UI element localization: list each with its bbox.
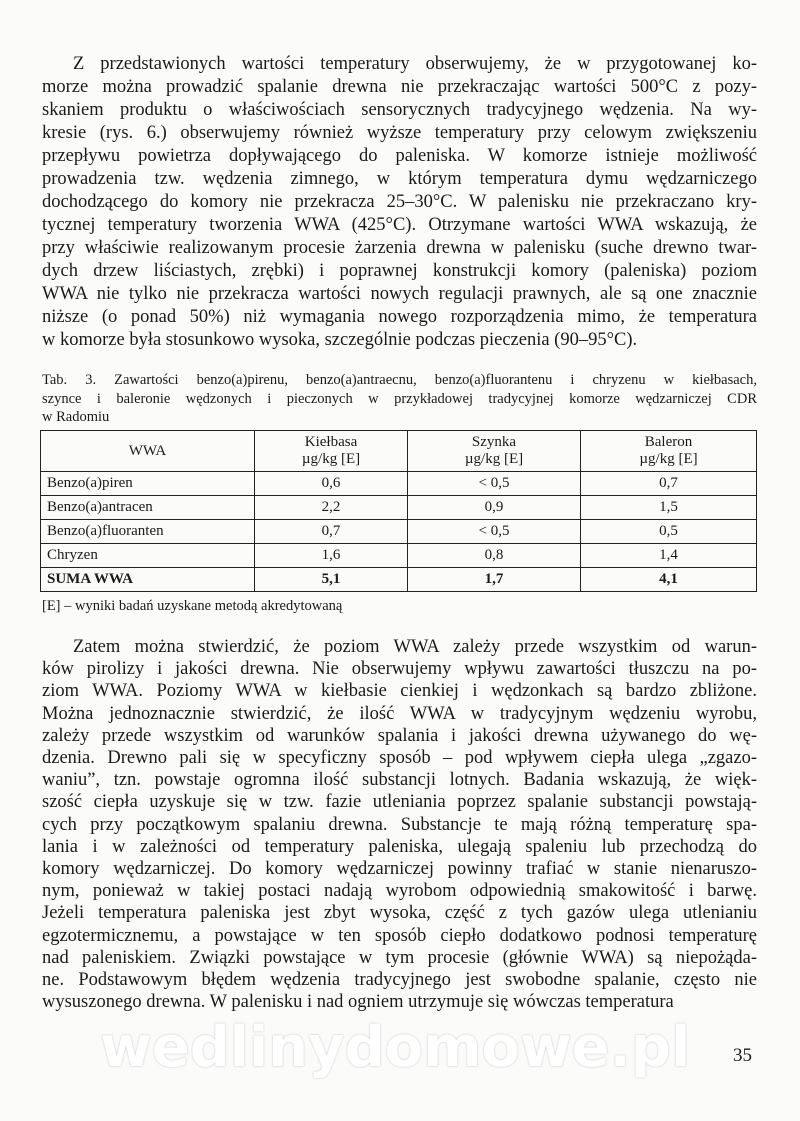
text-line: Jeżeli temperatura paleniska jest zbyt wysoka, część z tych gazów ulega utlenianiu [42,903,757,924]
text-line: Można jednoznacznie stwierdzić, że ilość WWA w tradycyjnym wędzeniu wyrobu, [42,703,757,724]
text-line: dych drzew liściastych, zrębki) i poprawnej konstrukcji komory (paleniska) poziom [42,261,757,281]
value-cell: 1,4 [581,544,757,568]
text-line: w komorze była stosunkowo wysoka, szczególnie podczas pieczenia (90–95°C). [42,330,638,350]
header-label: Szynka [471,434,517,450]
text-line: zależy przede wszystkim od warunków spalania i jakości drewna używanego do wę- [42,725,757,746]
text-line: szość ciepła uzyskuje się w tzw. fazie utleniania poprzez spalanie substancji powstają- [42,792,757,813]
header-szynka [408,431,581,472]
text-line: tycznej temperatury tworzenia WWA (425°C). Otrzymane wartości WWA wskazują, że [42,215,757,235]
header-unit: µg/kg [E] [639,451,698,467]
text-line: dzenia. Drewno pali się w specyficzny sposób – pod wpływem ciepła ulega „zgazo- [42,748,757,769]
table-row [41,520,757,544]
text-line: dochodzącego do komory nie przekracza 25–30°C. W palenisku nie przekraczano kry- [42,192,757,212]
header-label: Kiełbasa [304,434,358,450]
text-line: komory wędzarniczej. Do komory wędzarniczej powinny trafiać w stanie nienaruszo- [42,859,757,880]
value-cell: 0,6 [255,472,408,496]
text-line: lania i w zależności od temperatury paleniska, ulegają spaleniu lub przechodzą do [42,836,757,857]
table-row [41,544,757,568]
value-cell: 1,5 [581,496,757,520]
table-sum-row [41,568,757,592]
header-unit: µg/kg [E] [301,451,361,467]
value-cell: 0,5 [581,520,757,544]
value-cell: 1,7 [408,568,581,592]
table-caption [42,371,757,427]
text-line: przy właściwie realizowanym procesie żarzenia drewna w palenisku (suche drewno twar- [42,238,757,258]
text-line: Z przedstawionych wartości temperatury obserwujemy, że w przygotowanej ko- [73,54,757,74]
text-line: cych przy początkowym spalaniu drewna. Substancje te mają różną temperaturę spa- [42,814,757,835]
value-cell: 4,1 [581,568,757,592]
text-line: w Radomiu [42,409,110,425]
header-wwa [41,431,255,472]
value-cell: 1,6 [255,544,408,568]
table-footnote: [E] – wyniki badań uzyskane metodą akredytowaną [42,598,343,614]
text-line: prowadzenia tzw. wędzenia zimnego, w którym temperatura dymu wędzarniczego [42,169,757,189]
text-line: waniu”, tzn. powstaje ogromna ilość substancji lotnych. Badania wskazują, że więk- [42,770,757,791]
header-unit: µg/kg [E] [464,451,524,467]
compound-name-cell: Benzo(a)fluoranten [41,520,255,544]
wwa-table [40,430,757,592]
page-number: 35 [733,1045,752,1066]
table-row [41,472,757,496]
text-line: WWA nie tylko nie przekracza wartości nowych regulacji prawnych, ale są one znacznie [42,284,757,304]
value-cell: 0,9 [408,496,581,520]
value-cell: < 0,5 [408,520,581,544]
text-line: ków pirolizy i jakości drewna. Nie obserwujemy wpływu zawartości tłuszczu na po- [42,659,757,680]
value-cell: 0,7 [581,472,757,496]
text-line: szynce i baleronie wędzonych i pieczonych w przykładowej tradycyjnej komorze wędzarniczej CDR [42,390,757,407]
value-cell: 0,7 [255,520,408,544]
text-line: nad paleniskiem. Związki powstające w tym procesie (głównie WWA) są niepożąda- [42,947,757,968]
value-cell: < 0,5 [408,472,581,496]
compound-name-cell: Benzo(a)piren [41,472,255,496]
table-header-row [41,431,757,472]
site-watermark: wedlinydomowe.pl [100,1015,691,1080]
value-cell: 0,8 [408,544,581,568]
value-cell: 5,1 [255,568,408,592]
text-line: ziom WWA. Poziomy WWA w kiełbasie cienkiej i wędzonkach są bardzo zbliżone. [42,681,757,702]
text-line: niższe (o ponad 50%) niż wymagania nowego rozporządzenia mimo, że temperatura [42,307,757,327]
header-label: WWA [128,442,167,459]
text-line: nym, ponieważ w takiej postaci nadają wyrobom odpowiednią smakowitość i barwę. [42,881,757,902]
text-line: kresie (rys. 6.) obserwujemy również wyższe temperatury przy celowym zwiększeniu [42,123,757,143]
text-line: morze można prowadzić spalanie drewna nie przekraczając wartości 500°C z pozy- [42,77,757,97]
paragraph-1 [42,53,757,352]
table-row [41,496,757,520]
text-line: wysuszonego drewna. W palenisku i nad ogniem utrzymuje się wówczas temperatura [42,992,674,1013]
text-line: przepływu powietrza dopływającego do paleniska. W komorze istnieje możliwość [42,146,757,166]
value-cell: 2,2 [255,496,408,520]
paragraph-2 [42,636,757,1013]
text-line: Tab. 3. Zawartości benzo(a)pirenu, benzo(a)antraecnu, benzo(a)fluorantenu i chryzenu w kiełbasach, [42,372,757,388]
compound-name-cell: SUMA WWA [41,568,255,592]
text-line: Zatem można stwierdzić, że poziom WWA zależy przede wszystkim od warun- [73,637,757,657]
text-line: skaniem produktu o właściwościach sensorycznych tradycyjnego wędzenia. Na wy- [42,100,757,120]
compound-name-cell: Benzo(a)antracen [41,496,255,520]
header-label: Baleron [644,434,693,450]
text-line: egzotermicznemu, a powstające w ten sposób ciepło dodatkowo podnosi temperaturę [42,925,757,946]
header-baleron [581,431,757,472]
compound-name-cell: Chryzen [41,544,255,568]
header-kielbasa [255,431,408,472]
text-line: ne. Podstawowym błędem wędzenia tradycyjnego jest swobodne spalanie, często nie [42,970,757,991]
